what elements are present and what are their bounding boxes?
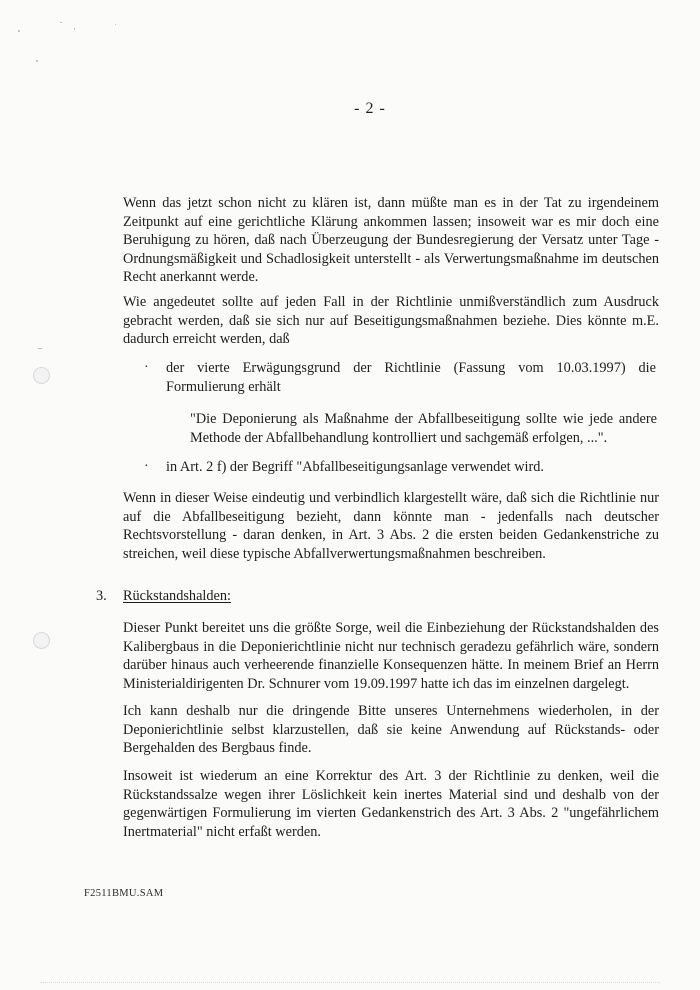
bullet-marker: · <box>144 360 149 375</box>
scan-edge-noise <box>40 982 660 984</box>
page-number: - 2 - <box>354 100 386 117</box>
paragraph-request-clarification: Ich kann deshalb nur die dringende Bitte unseres Unternehmens wiederholen, in der Deponierichtlinie selbst klarzustellen, daß sie keine Anwendung auf Rückstands- oder Bergehalden des Bergbaus finde. <box>123 703 659 756</box>
scan-speck <box>36 60 38 62</box>
bullet-item-recital: der vierte Erwägungsgrund der Richtlinie (Fassung vom 10.03.1997) die Formulierung erhält <box>166 360 656 395</box>
scan-speck <box>74 28 75 30</box>
paragraph-residue-heaps-concern: Dieser Punkt bereitet uns die größte Sorge, weil die Einbeziehung der Rückstandshalden des Kalibergbaus in die Deponierichtlinie nicht nur technisch geradezu gefährlich wäre, sondern darüber hinaus auch verheerende finanzielle Konsequenzen hätte. In meinem Brief an Herrn Ministerialdirigenten Dr. Schnurer vom 19.09.1997 hatte ich das im einzelnen dargelegt. <box>123 620 659 692</box>
bullet-marker: · <box>144 459 149 474</box>
bullet-item-article-2f: in Art. 2 f) der Begriff "Abfallbeseitigungsanlage verwendet wird. <box>166 459 544 475</box>
quoted-wording: "Die Deponierung als Maßnahme der Abfallbeseitigung sollte wie jede andere Methode der Abfallbehandlung kontrolliert und sachgemäß erfolgen, ...". <box>190 411 657 446</box>
punch-hole-mark <box>33 367 50 384</box>
scan-speck <box>60 22 62 23</box>
scan-speck <box>18 30 20 32</box>
paragraph-article-3-change: Wenn in dieser Weise eindeutig und verbindlich klargestellt wäre, daß sich die Richtlinie nur auf die Abfallbeseitigung bezieht, dann könnte man - jedenfalls nach deutscher Rechtsvorstellung - daran denken, in Art. 3 Abs. 2 die ersten beiden Gedankenstriche zu streichen, weil diese typische Abfallverwertungsmaßnahmen beschreiben. <box>123 490 659 562</box>
section-number: 3. <box>96 588 107 604</box>
punch-hole-mark <box>33 632 50 649</box>
scan-speck <box>38 348 42 349</box>
footer-file-reference: F2511BMU.SAM <box>84 888 164 899</box>
section-title: Rückstandshalden: <box>123 588 232 604</box>
paragraph-article-3-correction: Insoweit ist wiederum an eine Korrektur des Art. 3 der Richtlinie zu denken, weil die Rückstandssalze wegen ihrer Löslichkeit kein inertes Material sind und deshalb von der gegenwärtigen Formulierung im vierten Gedankenstrich des Art. 3 Abs. 2 "ungefährlichem Inertmaterial" nicht erfaßt werden. <box>123 768 659 840</box>
scan-speck <box>115 24 116 25</box>
paragraph-court-clarification: Wenn das jetzt schon nicht zu klären ist, dann müßte man es in der Tat zu irgendeinem Zeitpunkt auf eine gerichtliche Klärung ankommen lassen; insoweit war es mir doch eine Beruhigung zu hören, daß nach Überzeugung der Bundesregierung der Versatz unter Tage - Ordnungsmäßigkeit und Schadlosigkeit unterstellt - als Verwertungsmaßnahme im deutschen Recht anerkannt werde. <box>123 195 659 285</box>
paragraph-directive-scope: Wie angedeutet sollte auf jeden Fall in der Richtlinie unmißverständlich zum Ausdruck gebracht werden, daß sie sich nur auf Beseitigungsmaßnahmen beziehe. Dies könnte m.E. dadurch erreicht werden, daß <box>123 294 659 347</box>
